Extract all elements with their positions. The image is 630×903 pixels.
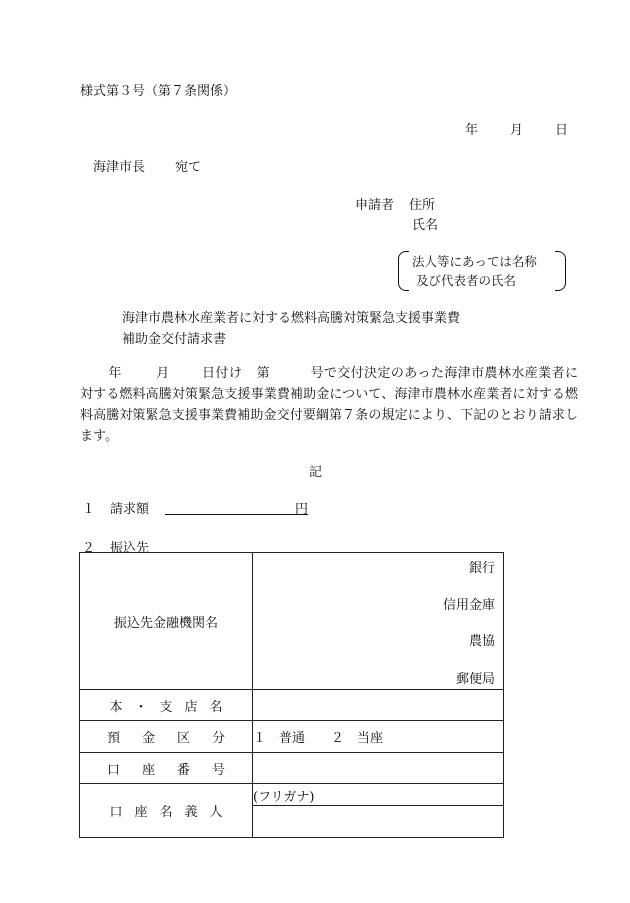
item1-number: １ [82,502,96,517]
institution-label-cell [80,553,253,690]
body-dated: 日付け [201,366,243,381]
institution-type-shinkin: 信用金庫 [442,598,495,613]
account-holder-label-char: 義 [184,805,198,820]
institution-value-cell[interactable] [253,553,504,690]
ki-heading: 記 [309,465,323,480]
deposit-label-cell [80,721,253,753]
table-row-institution [80,553,504,690]
document-title-line2: 補助金交付請求書 [122,332,227,347]
bank-transfer-table [79,552,504,838]
date-line [465,119,568,138]
furigana-cell[interactable] [253,784,504,806]
applicant-name-label: 氏名 [412,218,439,233]
body-text: 号で交付決定のあった海津市農林水産業者に対する燃料高騰対策緊急支援事業費補助金について、海津市農林水産業者に対する燃料高騰対策緊急支援事業費補助金交付要綱第７条の規定により、下記のとおり請求します。 [80,366,578,444]
addressee [93,156,201,175]
table-row-furigana [80,784,504,806]
table-row-branch [80,690,504,721]
account-holder-label-cell [80,784,253,838]
addressee-suffix: 宛て [175,160,202,175]
form-number: 様式第３号（第７条関係） [80,84,237,99]
deposit-label-char: 分 [212,731,226,746]
deposit-label-char: 金 [141,731,155,746]
request-body-paragraph [80,363,578,447]
account-number-label-char: 号 [212,762,226,778]
account-number-label-char: 番 [177,762,191,778]
account-number-label-char: 座 [141,762,155,778]
body-year: 年 [108,366,122,381]
body-month: 月 [155,366,170,381]
item1-label: 請求額 [110,502,150,517]
body-dai: 第 [256,366,271,381]
account-number-label-char: 口 [106,762,120,778]
corporate-note-line2: 及び代表者の氏名 [416,273,517,288]
branch-label-char: 支 [159,699,173,715]
account-holder-label-char: 人 [209,805,223,820]
amount-unit: 円 [294,502,308,517]
left-bracket [398,251,409,291]
table-row-deposit-type [80,721,504,753]
branch-label-char: 名 [209,699,223,715]
applicant-address-line [355,194,435,213]
date-year: 年 [465,123,479,138]
furigana-label: (フリガナ) [253,790,315,805]
branch-label-char: 本 [109,699,123,715]
deposit-label-char: 預 [106,731,120,746]
branch-label-char: ・ [134,699,148,715]
account-holder-value-cell[interactable] [253,806,504,838]
account-holder-label-char: 座 [134,805,148,820]
item-claim-amount [82,498,149,517]
item2-label: 振込先 [110,541,150,556]
branch-value-cell[interactable] [253,690,504,721]
item2-number: ２ [82,541,96,556]
deposit-label-char: 区 [177,731,191,746]
account-number-value-cell[interactable] [253,753,504,784]
applicant-label: 申請者 [355,198,395,213]
deposit-value-cell[interactable] [253,721,504,753]
date-day: 日 [555,123,569,138]
right-bracket [555,251,566,291]
branch-label-cell [80,690,253,721]
account-holder-label-char: 口 [109,805,123,820]
institution-type-nokyo: 農協 [468,634,495,649]
corporate-note-bracket [398,251,566,289]
addressee-name: 海津市長 [93,160,146,175]
branch-label-char: 店 [184,699,198,715]
account-number-label-cell [80,753,253,784]
corporate-note-line1: 法人等にあっては名称 [412,254,537,269]
table-row-account-number [80,753,504,784]
account-holder-label-char: 名 [159,805,173,820]
deposit-type-options: １ 普通 ２ 当座 [253,731,384,746]
date-month: 月 [510,123,524,138]
address-label: 住所 [409,198,436,213]
institution-type-bank: 銀行 [468,561,495,576]
institution-type-postoffice: 郵便局 [455,672,495,687]
claim-amount-field[interactable] [165,498,308,515]
document-title-line1: 海津市農林水産業者に対する燃料高騰対策緊急支援事業費 [122,311,461,326]
institution-label: 振込先金融機関名 [113,615,218,631]
